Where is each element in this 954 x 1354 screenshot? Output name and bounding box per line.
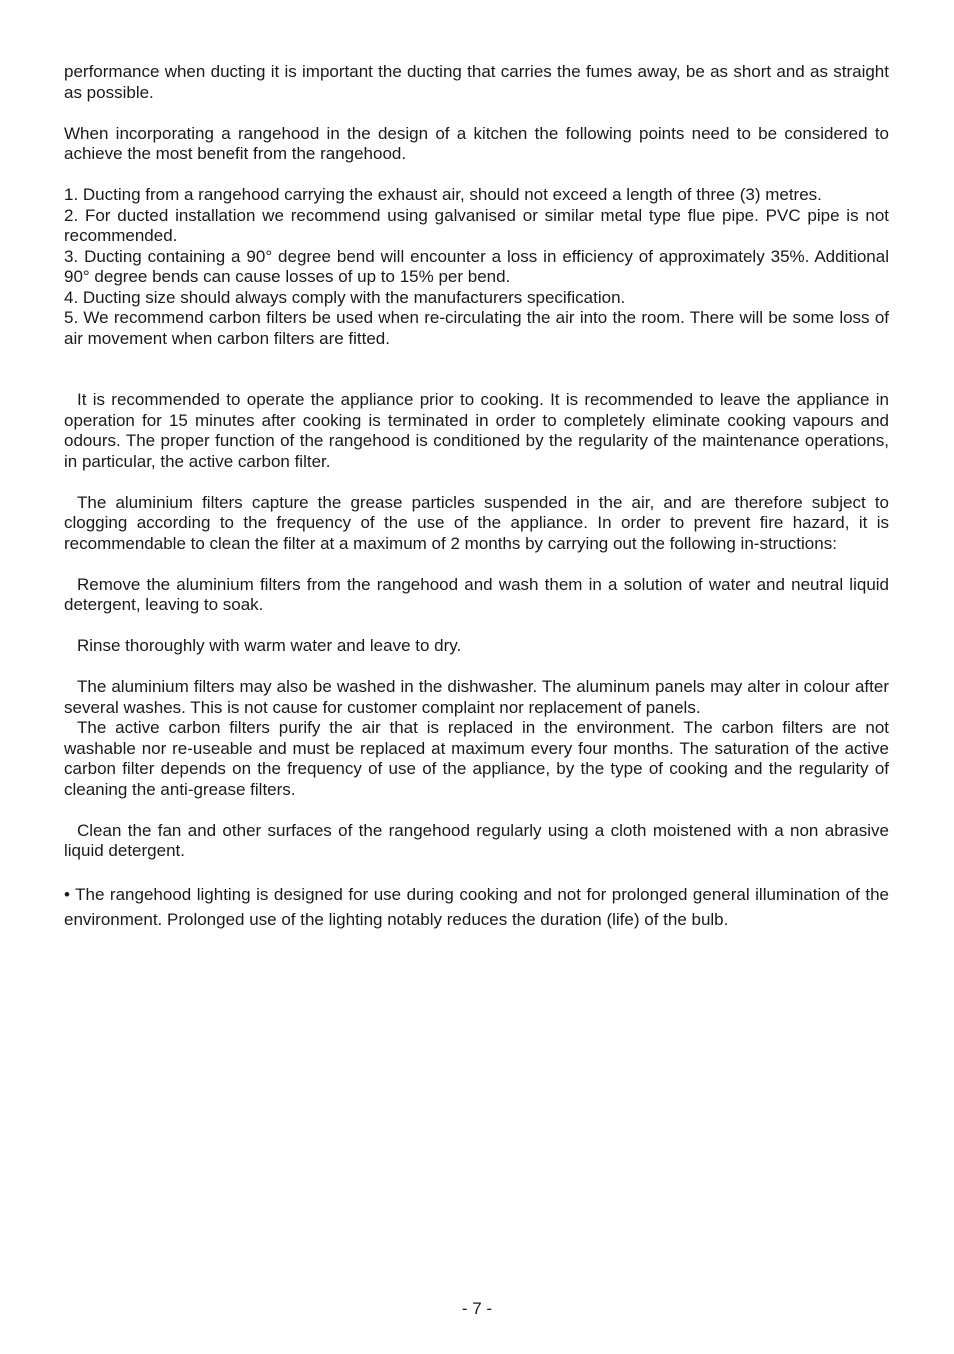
ducting-points-list (64, 185, 889, 349)
page-number: - 7 - (461, 1299, 493, 1318)
list-item: 5. We recommend carbon filters be used when re-circulating the air into the room. There will be some loss of air movement when carbon filters are fitted. (64, 308, 889, 348)
list-item: 4. Ducting size should always comply with the manufacturers specification. (64, 287, 626, 307)
clean-fan-paragraph: Clean the fan and other surfaces of the rangehood regularly using a cloth moistened with a non abrasive liquid detergent. (64, 820, 889, 860)
intro-paragraph-design: When incorporating a rangehood in the design of a kitchen the following points need to be considered to achieve the most benefit from the rangehood. (64, 123, 889, 163)
rinse-paragraph: Rinse thoroughly with warm water and leave to dry. (77, 636, 462, 655)
list-item: 3. Ducting containing a 90° degree bend will encounter a loss in efficiency of approximately 35%. Additional 90° degree bends can cause losses of up to 15% per bend. (64, 246, 889, 286)
page-body (64, 62, 889, 932)
intro-paragraph-ducting: performance when ducting it is important the ducting that carries the fumes away, be as short and as straight as possible. (64, 62, 889, 102)
lighting-paragraph: • The rangehood lighting is designed for use during cooking and not for prolonged general illumination of the environment. Prolonged use of the lighting notably reduces the duration (life) of the bulb. (64, 885, 889, 929)
carbon-filters-paragraph: The active carbon filters purify the air that is replaced in the environment. The carbon filters are not washable nor re-useable and must be replaced at maximum every four months. The saturation of the active carbon filter depends on the frequency of use of the appliance, by the type of cooking and the regularity of cleaning the anti-grease filters. (64, 718, 889, 799)
aluminium-filters-paragraph: The aluminium filters capture the grease particles suspended in the air, and are therefore subject to clogging according to the frequency of the use of the appliance. In order to prevent fire hazard, it is recommendable to clean the filter at a maximum of 2 months by carrying out the following in-structions: (64, 492, 889, 553)
remove-filters-paragraph: Remove the aluminium filters from the rangehood and wash them in a solution of water and neutral liquid detergent, leaving to soak. (64, 574, 889, 614)
dishwasher-paragraph: The aluminium filters may also be washed in the dishwasher. The aluminum panels may alter in colour after several washes. This is not cause for customer complaint nor replacement of panels. (64, 677, 889, 717)
operate-paragraph: It is recommended to operate the appliance prior to cooking. It is recommended to leave the appliance in operation for 15 minutes after cooking is terminated in order to completely eliminate cooking vapours and odours. The proper function of the rangehood is conditioned by the regularity of the maintenance operations, in particular, the active carbon filter. (64, 390, 889, 471)
list-item: 1. Ducting from a rangehood carrying the exhaust air, should not exceed a length of three (3) metres. (64, 185, 822, 204)
list-item: 2. For ducted installation we recommend using galvanised or similar metal type flue pipe. PVC pipe is not recommended. (64, 205, 889, 245)
